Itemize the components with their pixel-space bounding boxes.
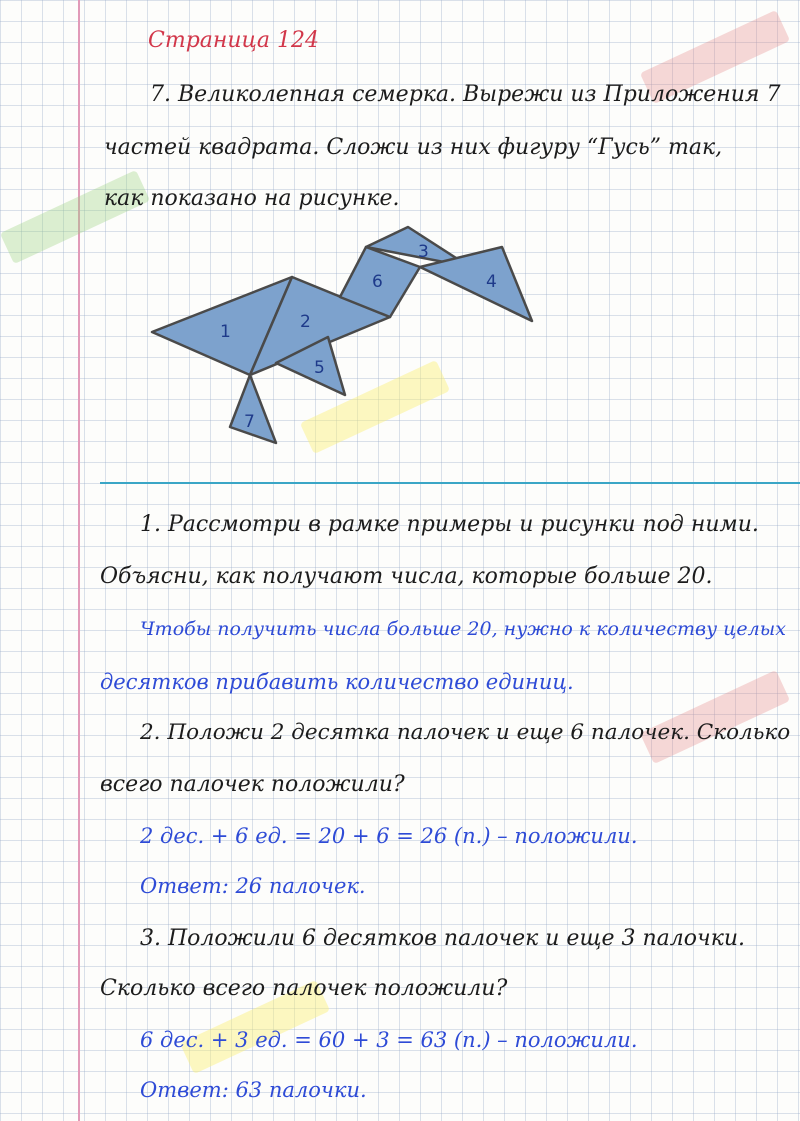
task-1-answer-line: Чтобы получить числа больше 20, нужно к количеству целых bbox=[140, 618, 786, 640]
task-1-line: Объясни, как получают числа, которые больше 20. bbox=[100, 564, 713, 589]
piece-label: 7 bbox=[244, 412, 255, 432]
goose-tangram-figure bbox=[140, 215, 560, 455]
section-divider bbox=[100, 482, 800, 484]
piece-label: 3 bbox=[418, 242, 429, 262]
piece-label: 2 bbox=[300, 312, 311, 332]
margin-line bbox=[78, 0, 80, 1121]
task-7-line: 7. Великолепная семерка. Вырежи из Приложения 7 bbox=[150, 82, 781, 107]
tangram-piece-7 bbox=[230, 375, 276, 443]
task-3-solution: 6 дес. + 3 ед. = 60 + 3 = 63 (п.) – положили. bbox=[140, 1028, 638, 1052]
watermark bbox=[640, 670, 790, 764]
task-3-line: 3. Положили 6 десятков палочек и еще 3 палочки. bbox=[140, 926, 745, 951]
task-2-answer: Ответ: 26 палочек. bbox=[140, 874, 366, 898]
tangram-piece bbox=[230, 375, 276, 443]
task-7-line: частей квадрата. Сложи из них фигуру “Гусь” так, bbox=[104, 135, 723, 160]
task-1-line: 1. Рассмотри в рамке примеры и рисунки под ними. bbox=[140, 512, 759, 537]
piece-label: 1 bbox=[220, 322, 231, 342]
piece-label: 4 bbox=[486, 272, 497, 292]
task-7-line: как показано на рисунке. bbox=[104, 186, 400, 211]
task-2-solution: 2 дес. + 6 ед. = 20 + 6 = 26 (п.) – положили. bbox=[140, 824, 638, 848]
piece-label: 5 bbox=[314, 358, 325, 378]
task-3-line: Сколько всего палочек положили? bbox=[100, 976, 508, 1001]
watermark bbox=[0, 170, 150, 264]
piece-label: 6 bbox=[372, 272, 383, 292]
task-2-line: всего палочек положили? bbox=[100, 772, 405, 797]
task-2-line: 2. Положи 2 десятка палочек и еще 6 палочек. Сколько bbox=[140, 720, 791, 745]
task-1-answer-line: десятков прибавить количество единиц. bbox=[100, 670, 574, 694]
task-3-answer: Ответ: 63 палочки. bbox=[140, 1078, 367, 1102]
page-title: Страница 124 bbox=[148, 28, 320, 53]
